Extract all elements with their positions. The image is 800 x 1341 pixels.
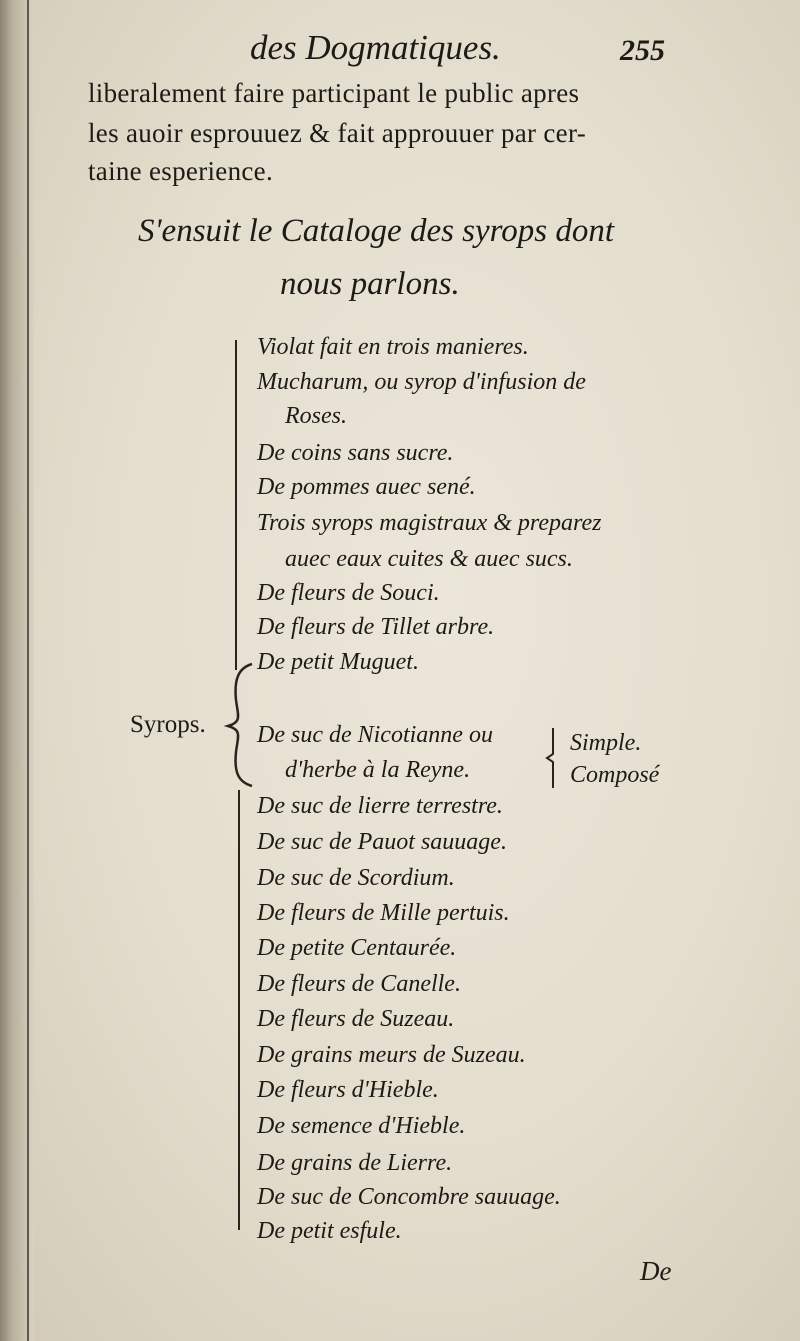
list-item: De suc de Pauot sauuage. <box>257 829 507 855</box>
list-item: De grains de Lierre. <box>257 1150 453 1176</box>
list-item: Mucharum, ou syrop d'infusion de <box>257 369 586 395</box>
page-number: 255 <box>620 34 665 67</box>
section-title-line-1: S'ensuit le Cataloge des syrops dont <box>138 213 615 249</box>
list-item: De suc de Scordium. <box>257 865 455 891</box>
intro-line: liberalement faire participant le public apres <box>88 78 580 108</box>
brace-icon <box>224 660 256 790</box>
list-item-continuation: d'herbe à la Reyne. <box>285 757 471 783</box>
list-item: De fleurs de Souci. <box>257 580 440 606</box>
list-item: De fleurs de Mille pertuis. <box>257 900 510 926</box>
list-item: De fleurs de Tillet arbre. <box>257 614 495 640</box>
section-title-line-2: nous parlons. <box>280 266 460 302</box>
page-edge-line <box>27 0 29 1341</box>
list-item: De petit Muguet. <box>257 649 419 675</box>
list-item-continuation: Roses. <box>285 403 347 429</box>
list-item: De fleurs d'Hieble. <box>257 1077 439 1103</box>
intro-line: les auoir esprouuez & fait approuuer par cer- <box>88 118 586 148</box>
side-label-syrops: Syrops. <box>130 711 206 738</box>
list-item: De semence d'Hieble. <box>257 1113 466 1139</box>
list-item: De suc de Nicotianne ou <box>257 722 493 748</box>
list-item: De suc de lierre terrestre. <box>257 793 503 819</box>
list-item: De pommes auec sené. <box>257 474 476 500</box>
list-item: De suc de Concombre sauuage. <box>257 1184 561 1210</box>
small-brace-icon <box>543 726 559 790</box>
intro-line: taine esperience. <box>88 156 273 186</box>
list-item-continuation: auec eaux cuites & auec sucs. <box>285 546 573 572</box>
list-item: Violat fait en trois manieres. <box>257 334 529 360</box>
option-compose: Composé <box>570 762 660 788</box>
list-item: Trois syrops magistraux & preparez <box>257 510 602 536</box>
catalogue-bracket-upper <box>235 340 237 670</box>
option-simple: Simple. <box>570 730 642 756</box>
list-item: De grains meurs de Suzeau. <box>257 1042 526 1068</box>
catalogue-bracket-lower <box>238 790 240 1230</box>
list-item: De coins sans sucre. <box>257 440 454 466</box>
catchword: De <box>640 1256 672 1286</box>
list-item: De fleurs de Suzeau. <box>257 1006 455 1032</box>
running-head: des Dogmatiques. <box>250 28 501 67</box>
list-item: De petit esfule. <box>257 1218 402 1244</box>
list-item: De petite Centaurée. <box>257 935 457 961</box>
list-item: De fleurs de Canelle. <box>257 971 461 997</box>
